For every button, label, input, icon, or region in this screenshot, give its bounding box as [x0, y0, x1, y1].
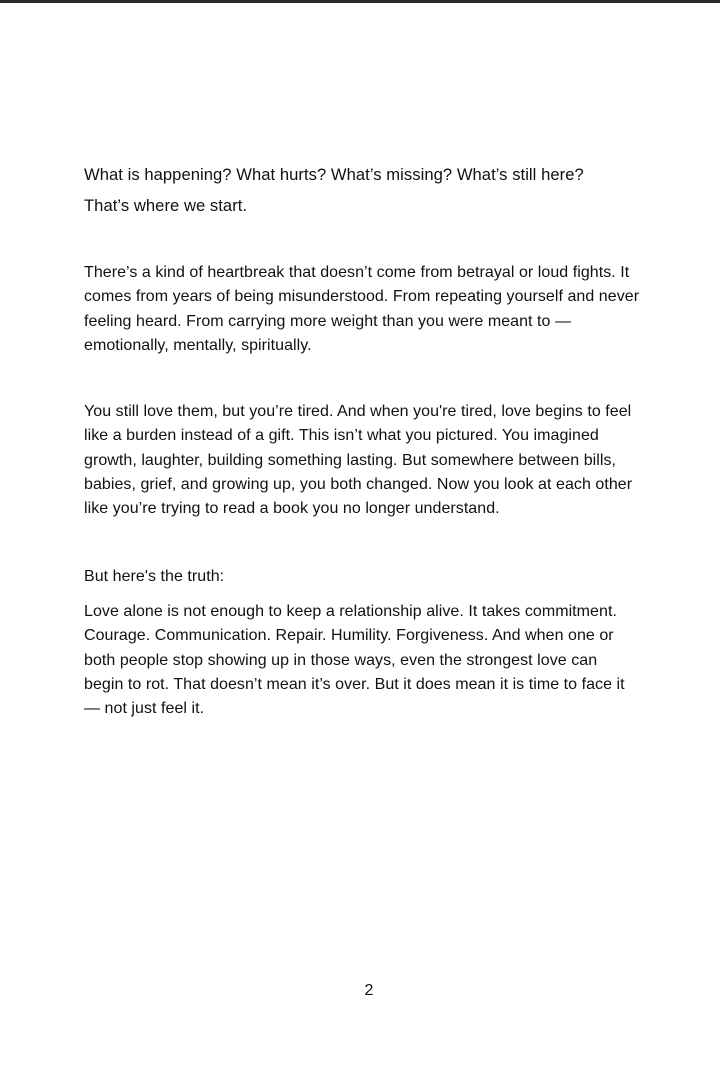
top-border — [0, 0, 720, 3]
paragraph-love-alone: Love alone is not enough to keep a relationship alive. It takes commitment. Courage. Communication. Repair. Humility. Forgiveness. And when one or both people stop showing up in those ways, even the strongest love can begin to rot. That doesn’t mean it’s over. But it does mean it is time to face it — not just feel it. — [84, 602, 625, 718]
page-number-text: 2 — [364, 982, 374, 999]
paragraph-questions: What is happening? What hurts? What’s missing? What’s still here? — [84, 165, 584, 184]
paragraph-heartbreak: There’s a kind of heartbreak that doesn’t come from betrayal or loud fights. It comes from years of being misunderstood. From repeating yourself and never feeling heard. From carrying more weight than you were meant to — emotionally, mentally, spiritually. — [84, 264, 640, 354]
paragraph-tired: You still love them, but you’re tired. And when you're tired, love begins to feel like a burden instead of a gift. This isn’t what you pictured. You imagined growth, laughter, building something lasting. But somewhere between bills, babies, grief, and growing up, you both changed. Now you look at each other like you’re trying to read a book you no longer understand. — [84, 403, 633, 518]
paragraph-start: That’s where we start. — [84, 195, 248, 215]
paragraph-truth-intro: But here's the truth: — [84, 567, 225, 585]
page-number — [0, 980, 720, 1002]
page-body — [84, 163, 640, 721]
